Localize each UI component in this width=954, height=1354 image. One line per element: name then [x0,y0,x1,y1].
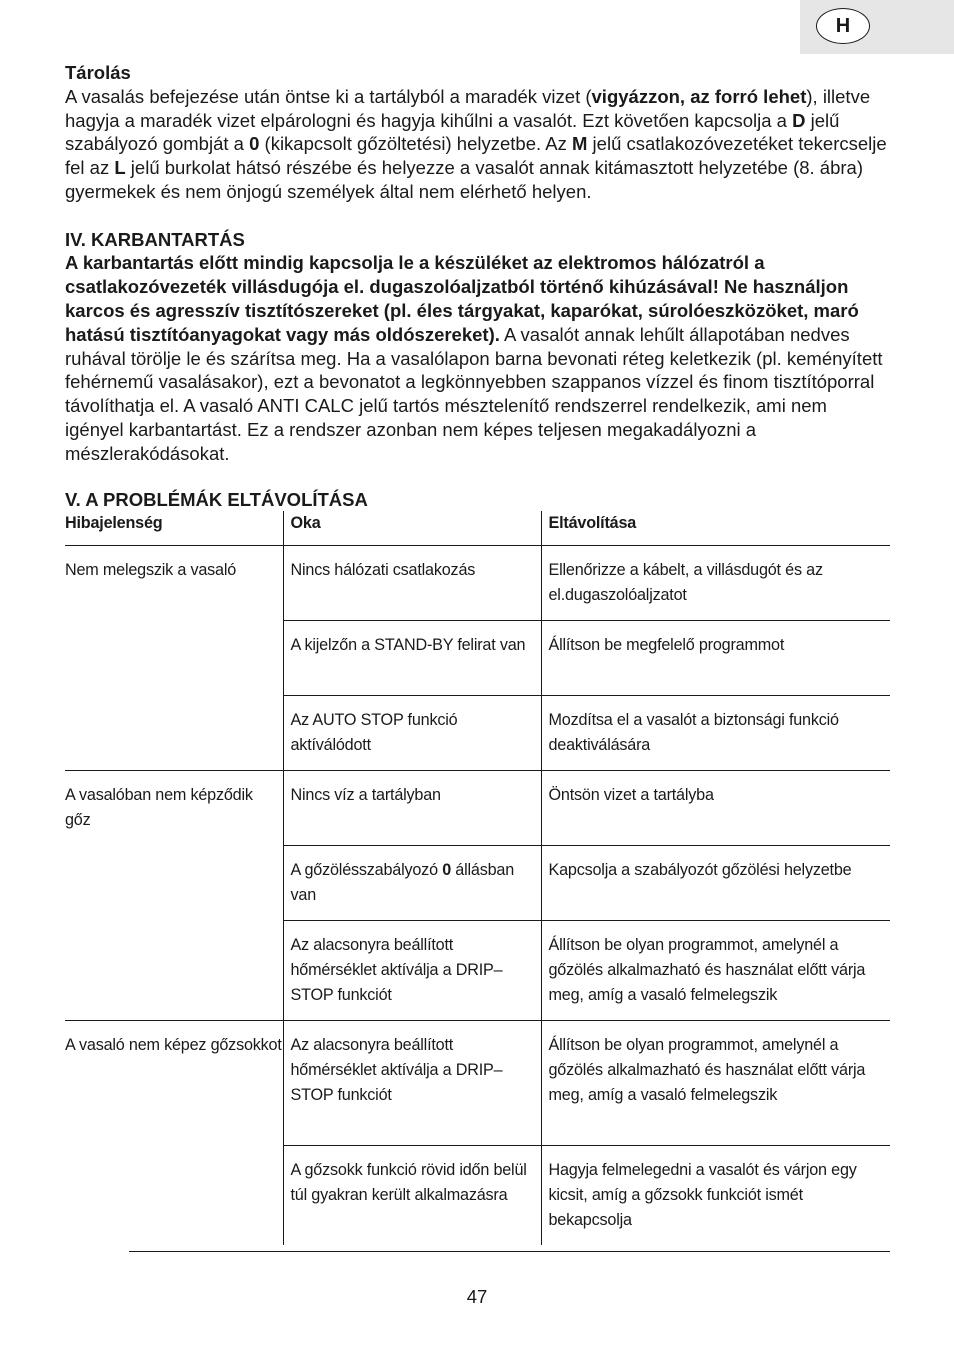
remedy-cell: Hagyja felmelegedni a vasalót és várjon egy kicsit, amíg a gőzsokk funkciót ismét bekapcsolja [541,1145,890,1245]
symptom-cell: Nem melegszik a vasaló [65,561,237,580]
remedy-cell: Állítson be olyan programmot, amelynél a gőzölés alkalmazható és használat előtt várja meg, amíg a vasaló felmelegszik [541,920,890,1020]
table-row [65,621,890,696]
cause-cell: A kijelzőn a STAND-BY felirat van [283,621,541,696]
table-row [65,1020,890,1145]
symptom-cell [65,845,283,920]
table-row [65,845,890,920]
table-row [65,546,890,621]
cause-cell: Az AUTO STOP funkció aktíválódott [283,696,541,771]
troubleshooting-table [65,511,890,1245]
storage-title: Tárolás [65,62,131,83]
cause-cell: A gőzsokk funkció rövid időn belül túl gyakran került alkalmazásra [283,1145,541,1245]
table-row [65,920,890,1020]
language-badge: H [816,8,870,44]
table-header-row [65,511,890,546]
maintenance-paragraph: A karbantartás előtt mindig kapcsolja le a készüléket az elektromos hálózatról a csatlakozóvezeték villásdugója el. dugaszolóaljzatból történő kihúzásával! Ne használjon karcos és agresszív tisztítószereket (pl. éles tárgyakat, kaparókat, súrolóeszközöket, maró hatású tisztítóanyagokat vagy más oldószereket). A vasalót annak lehűlt állapotában nedves ruhával törölje le és szárítsa meg. Ha a vasalólapon barna bevonati réteg keletkezik (pl. keményített fehérnemű vasalásakor), ezt a bevonatot a legkönnyebben szappanos vízzel és finom tisztítóporral távolíthatja el. A vasaló ANTI CALC jelű tartós mésztelenítő rendszerrel rendelkezik, ami nem igényel karbantartást. Ez a rendszer azonban nem képes teljesen megakadályozni a mészlerakódásokat. [65,252,883,464]
storage-paragraph: A vasalás befejezése után öntse ki a tartályból a maradék vizet (vigyázzon, az forró lehet), illetve hagyja a maradék vizet elpárologni és hagyja kihűlni a vasalót. Ezt követően kapcsolja a D jelű szabályozó gombját a 0 (kikapcsolt gőzöltetési) helyzetbe. Az M jelű csatlakozóvezetéket tekercselje fel az L jelű burkolat hátsó részébe és helyezze a vasalót annak kitámasztott helyzetébe (8. ábra) gyermekek és nem önjogú személyek által nem elérhető helyen. [65,85,887,202]
cause-cell: A gőzölésszabályozó 0 állásban van [283,845,541,920]
cause-cell: Az alacsonyra beállított hőmérséklet aktíválja a DRIP–STOP funkciót [283,920,541,1020]
cause-cell: Nincs víz a tartályban [283,771,541,846]
header-cause: Oka [283,511,541,546]
table-row [65,771,890,846]
remedy-cell: Ellenőrizze a kábelt, a villásdugót és az el.dugaszolóaljzatot [541,546,890,621]
language-tab [800,0,954,54]
remedy-cell: Állítson be olyan programmot, amelynél a gőzölés alkalmazható és használat előtt várja meg, amíg a vasaló felmelegszik [541,1020,890,1145]
remedy-cell: Öntsön vizet a tartályba [541,771,890,846]
cause-cell: Nincs hálózati csatlakozás [283,546,541,621]
troubleshooting-title: V. A PROBLÉMÁK ELTÁVOLÍTÁSA [65,489,368,511]
page-number: 47 [466,1286,488,1307]
table-row [65,1145,890,1245]
remedy-cell: Mozdítsa el a vasalót a biztonsági funkció deaktiválására [541,696,890,771]
maintenance-title: IV. KARBANTARTÁS [65,228,245,250]
symptom-cell: A vasaló nem képez gőzsokkot [65,1035,282,1054]
remedy-cell: Állítson be megfelelő programmot [541,621,890,696]
symptom-cell [65,920,283,1020]
table-row [65,696,890,771]
symptom-cell [65,621,283,696]
header-symptom: Hibajelenség [65,514,163,533]
symptom-cell [65,696,283,771]
cause-cell: Az alacsonyra beállított hőmérséklet aktíválja a DRIP–STOP funkciót [283,1020,541,1145]
remedy-cell: Kapcsolja a szabályozót gőzölési helyzetbe [541,845,890,920]
symptom-cell: A vasalóban nem képződik gőz [65,786,253,830]
header-remedy: Eltávolítása [541,511,890,546]
symptom-cell [65,1145,283,1245]
table-bottom-rule [129,1251,890,1252]
page-content [65,61,890,1245]
